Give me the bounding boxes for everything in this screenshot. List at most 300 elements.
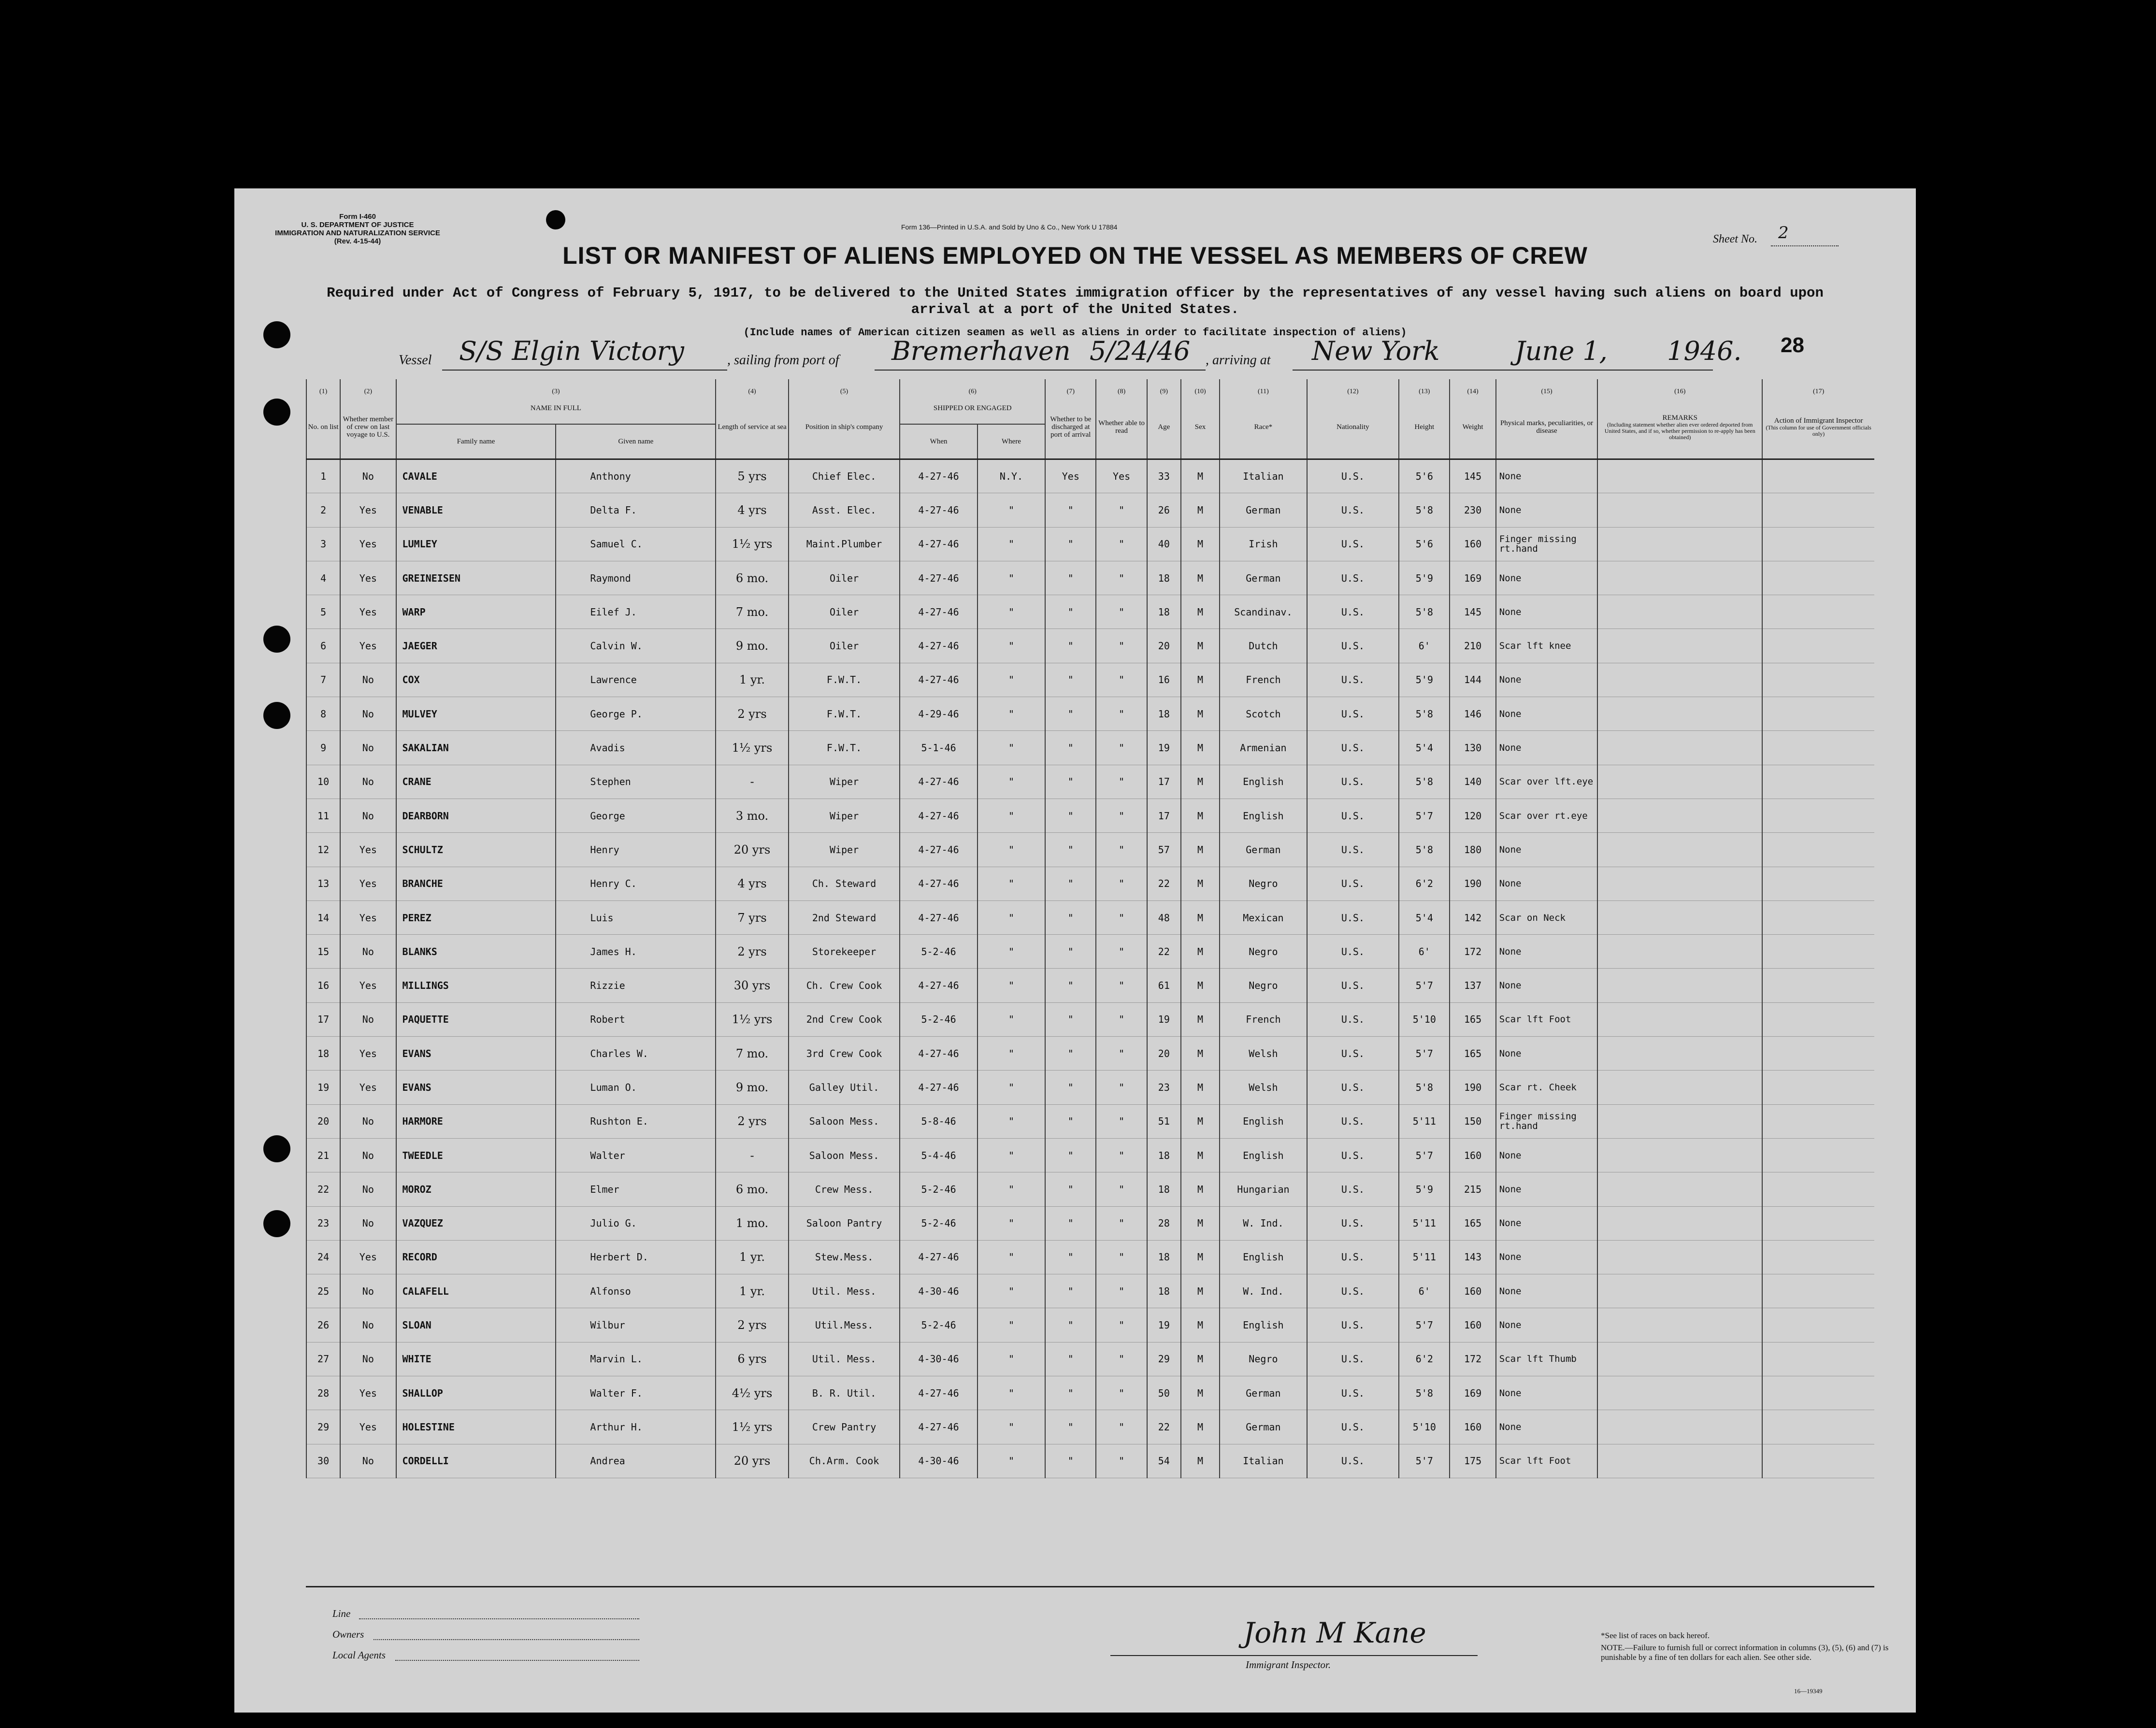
crew-shipped-when: 4-27-46 xyxy=(900,1037,977,1071)
col-header-physical: Physical marks, peculiarities, or disease xyxy=(1496,396,1598,459)
crew-nationality: U.S. xyxy=(1307,1444,1399,1478)
crew-no: 8 xyxy=(306,697,340,731)
crew-last-voyage: No xyxy=(340,1342,396,1376)
crew-action xyxy=(1762,1274,1874,1308)
crew-no: 29 xyxy=(306,1410,340,1444)
crew-shipped-when: 5-2-46 xyxy=(900,1206,977,1240)
crew-last-voyage: No xyxy=(340,1274,396,1308)
crew-race: English xyxy=(1220,1104,1307,1138)
crew-race: Welsh xyxy=(1220,1037,1307,1071)
crew-shipped-where: " xyxy=(977,493,1045,527)
crew-nationality: U.S. xyxy=(1307,1410,1399,1444)
crew-physical-marks: None xyxy=(1496,561,1598,595)
crew-position: Stew.Mess. xyxy=(789,1240,900,1274)
crew-race: French xyxy=(1220,1002,1307,1036)
crew-race: English xyxy=(1220,765,1307,799)
crew-race: Armenian xyxy=(1220,731,1307,765)
crew-given-name: Avadis xyxy=(556,731,716,765)
crew-length-service: 3 mo. xyxy=(716,799,788,832)
form-footer xyxy=(306,1586,1889,1713)
crew-shipped-when: 4-30-46 xyxy=(900,1444,977,1478)
table-row xyxy=(306,1104,1874,1138)
crew-discharged: " xyxy=(1045,1376,1096,1410)
col-number: (1) xyxy=(306,379,340,396)
crew-shipped-where: " xyxy=(977,900,1045,934)
crew-remarks xyxy=(1597,1376,1762,1410)
col-header-when: When xyxy=(900,424,977,459)
col-number: (16) xyxy=(1597,379,1762,396)
crew-shipped-where: " xyxy=(977,935,1045,969)
col-number: (13) xyxy=(1399,379,1450,396)
crew-remarks xyxy=(1597,969,1762,1002)
departure-date: 5/24/46 xyxy=(1090,336,1191,366)
crew-last-voyage: No xyxy=(340,765,396,799)
crew-shipped-when: 4-27-46 xyxy=(900,663,977,697)
crew-nationality: U.S. xyxy=(1307,1172,1399,1206)
crew-action xyxy=(1762,1342,1874,1376)
crew-able-read: " xyxy=(1096,969,1147,1002)
crew-position: Asst. Elec. xyxy=(789,493,900,527)
crew-physical-marks: Finger missing rt.hand xyxy=(1496,1104,1598,1138)
crew-shipped-where: " xyxy=(977,1274,1045,1308)
crew-able-read: " xyxy=(1096,561,1147,595)
crew-sex: M xyxy=(1181,459,1220,493)
crew-sex: M xyxy=(1181,1206,1220,1240)
crew-race: Italian xyxy=(1220,1444,1307,1478)
crew-physical-marks: Scar rt. Cheek xyxy=(1496,1071,1598,1104)
crew-shipped-when: 4-27-46 xyxy=(900,867,977,900)
crew-race: Scotch xyxy=(1220,697,1307,731)
crew-able-read: " xyxy=(1096,867,1147,900)
crew-shipped-when: 4-27-46 xyxy=(900,459,977,493)
action-note: (This column for use of Government officials only) xyxy=(1766,424,1871,437)
crew-height: 5'8 xyxy=(1399,833,1450,867)
crew-nationality: U.S. xyxy=(1307,561,1399,595)
crew-given-name: Rushton E. xyxy=(556,1104,716,1138)
crew-race: German xyxy=(1220,1410,1307,1444)
crew-shipped-where: " xyxy=(977,1138,1045,1172)
crew-shipped-where: " xyxy=(977,1444,1045,1478)
crew-age: 18 xyxy=(1147,595,1181,629)
crew-sex: M xyxy=(1181,833,1220,867)
crew-age: 19 xyxy=(1147,731,1181,765)
crew-age: 33 xyxy=(1147,459,1181,493)
crew-physical-marks: Scar lft Foot xyxy=(1496,1444,1598,1478)
crew-last-voyage: No xyxy=(340,459,396,493)
crew-last-voyage: No xyxy=(340,1308,396,1342)
crew-last-voyage: No xyxy=(340,697,396,731)
crew-remarks xyxy=(1597,1444,1762,1478)
crew-position: Oiler xyxy=(789,629,900,663)
col-header-race: Race* xyxy=(1220,396,1307,459)
table-row xyxy=(306,1206,1874,1240)
crew-no: 3 xyxy=(306,527,340,561)
crew-family-name: PEREZ xyxy=(396,900,556,934)
crew-able-read: " xyxy=(1096,1410,1147,1444)
crew-race: German xyxy=(1220,561,1307,595)
crew-weight: 230 xyxy=(1450,493,1495,527)
crew-shipped-where: " xyxy=(977,1376,1045,1410)
crew-weight: 169 xyxy=(1450,1376,1495,1410)
crew-length-service: 5 yrs xyxy=(716,459,788,493)
crew-position: Ch. Steward xyxy=(789,867,900,900)
crew-sex: M xyxy=(1181,1037,1220,1071)
crew-length-service: 1 yr. xyxy=(716,663,788,697)
crew-height: 5'11 xyxy=(1399,1104,1450,1138)
crew-discharged: " xyxy=(1045,731,1096,765)
crew-height: 6'2 xyxy=(1399,867,1450,900)
line-field xyxy=(359,1618,639,1619)
col-number: (14) xyxy=(1450,379,1495,396)
crew-given-name: Henry C. xyxy=(556,867,716,900)
crew-length-service: 2 yrs xyxy=(716,1308,788,1342)
crew-shipped-when: 4-27-46 xyxy=(900,799,977,832)
punch-hole xyxy=(263,1135,290,1162)
crew-height: 5'4 xyxy=(1399,900,1450,934)
crew-able-read: " xyxy=(1096,697,1147,731)
crew-action xyxy=(1762,1071,1874,1104)
crew-shipped-when: 4-27-46 xyxy=(900,969,977,1002)
crew-last-voyage: Yes xyxy=(340,595,396,629)
crew-discharged: " xyxy=(1045,1071,1096,1104)
crew-action xyxy=(1762,1206,1874,1240)
crew-able-read: " xyxy=(1096,1308,1147,1342)
crew-able-read: " xyxy=(1096,1138,1147,1172)
crew-last-voyage: Yes xyxy=(340,1037,396,1071)
crew-no: 24 xyxy=(306,1240,340,1274)
crew-nationality: U.S. xyxy=(1307,1342,1399,1376)
crew-last-voyage: No xyxy=(340,1444,396,1478)
crew-sex: M xyxy=(1181,867,1220,900)
sailing-label: , sailing from port of xyxy=(727,353,839,368)
crew-remarks xyxy=(1597,765,1762,799)
crew-length-service: 6 mo. xyxy=(716,1172,788,1206)
crew-nationality: U.S. xyxy=(1307,833,1399,867)
crew-action xyxy=(1762,799,1874,832)
crew-last-voyage: Yes xyxy=(340,969,396,1002)
crew-action xyxy=(1762,493,1874,527)
crew-shipped-when: 4-30-46 xyxy=(900,1342,977,1376)
crew-discharged: " xyxy=(1045,1206,1096,1240)
crew-remarks xyxy=(1597,1002,1762,1036)
vessel-name: S/S Elgin Victory xyxy=(459,336,684,366)
crew-position: 3rd Crew Cook xyxy=(789,1037,900,1071)
page-number: 28 xyxy=(1781,333,1804,357)
crew-remarks xyxy=(1597,935,1762,969)
form-instruction: (Include names of American citizen seamen as well as aliens in order to facilitate inspection of aliens) xyxy=(743,327,1407,339)
remarks-note: (Including statement whether alien ever ordered deported from United States, and if so, whether permission to re-apply has been obtained) xyxy=(1604,421,1755,441)
crew-no: 2 xyxy=(306,493,340,527)
crew-action xyxy=(1762,765,1874,799)
crew-able-read: " xyxy=(1096,1376,1147,1410)
crew-family-name: WARP xyxy=(396,595,556,629)
crew-discharged: " xyxy=(1045,527,1096,561)
crew-race: W. Ind. xyxy=(1220,1274,1307,1308)
crew-last-voyage: Yes xyxy=(340,900,396,934)
crew-no: 18 xyxy=(306,1037,340,1071)
crew-family-name: MOROZ xyxy=(396,1172,556,1206)
crew-nationality: U.S. xyxy=(1307,900,1399,934)
crew-sex: M xyxy=(1181,935,1220,969)
crew-given-name: George P. xyxy=(556,697,716,731)
crew-sex: M xyxy=(1181,663,1220,697)
crew-last-voyage: Yes xyxy=(340,527,396,561)
crew-able-read: " xyxy=(1096,935,1147,969)
crew-physical-marks: None xyxy=(1496,969,1598,1002)
crew-able-read: Yes xyxy=(1096,459,1147,493)
crew-able-read: " xyxy=(1096,1037,1147,1071)
crew-sex: M xyxy=(1181,697,1220,731)
crew-height: 5'7 xyxy=(1399,799,1450,832)
crew-no: 11 xyxy=(306,799,340,832)
crew-discharged: " xyxy=(1045,1172,1096,1206)
crew-action xyxy=(1762,969,1874,1002)
crew-shipped-when: 4-27-46 xyxy=(900,833,977,867)
crew-weight: 175 xyxy=(1450,1444,1495,1478)
col-header-discharged: Whether to be discharged at port of arrival xyxy=(1045,396,1096,459)
crew-family-name: TWEEDLE xyxy=(396,1138,556,1172)
crew-able-read: " xyxy=(1096,595,1147,629)
crew-shipped-where: " xyxy=(977,833,1045,867)
crew-able-read: " xyxy=(1096,663,1147,697)
inspector-label: Immigrant Inspector. xyxy=(1246,1659,1331,1671)
table-row xyxy=(306,561,1874,595)
crew-race: English xyxy=(1220,1240,1307,1274)
crew-discharged: " xyxy=(1045,1002,1096,1036)
crew-nationality: U.S. xyxy=(1307,1376,1399,1410)
crew-no: 22 xyxy=(306,1172,340,1206)
crew-given-name: Walter xyxy=(556,1138,716,1172)
table-row xyxy=(306,1138,1874,1172)
crew-nationality: U.S. xyxy=(1307,595,1399,629)
crew-length-service: 9 mo. xyxy=(716,629,788,663)
crew-able-read: " xyxy=(1096,799,1147,832)
crew-position: Ch.Arm. Cook xyxy=(789,1444,900,1478)
crew-length-service: 1½ yrs xyxy=(716,1002,788,1036)
crew-length-service: 30 yrs xyxy=(716,969,788,1002)
crew-sex: M xyxy=(1181,493,1220,527)
crew-family-name: SAKALIAN xyxy=(396,731,556,765)
form-requirement: Required under Act of Congress of February 5, 1917, to be delivered to the United States immigration officer by the representatives of any vessel having such aliens on board upon arrival at a port of the United States. xyxy=(327,285,1824,317)
crew-position: Oiler xyxy=(789,561,900,595)
crew-discharged: " xyxy=(1045,765,1096,799)
table-row xyxy=(306,1410,1874,1444)
crew-given-name: Alfonso xyxy=(556,1274,716,1308)
crew-no: 10 xyxy=(306,765,340,799)
col-number: (11) xyxy=(1220,379,1307,396)
crew-race: Negro xyxy=(1220,935,1307,969)
crew-nationality: U.S. xyxy=(1307,493,1399,527)
crew-given-name: Calvin W. xyxy=(556,629,716,663)
crew-shipped-when: 4-27-46 xyxy=(900,1071,977,1104)
col-header-no: No. on list xyxy=(306,396,340,459)
table-row xyxy=(306,459,1874,493)
crew-shipped-where: " xyxy=(977,1172,1045,1206)
crew-action xyxy=(1762,900,1874,934)
crew-length-service: 20 yrs xyxy=(716,1444,788,1478)
crew-action xyxy=(1762,697,1874,731)
col-header-action xyxy=(1762,396,1874,459)
crew-position: 2nd Steward xyxy=(789,900,900,934)
crew-given-name: Lawrence xyxy=(556,663,716,697)
crew-shipped-where: " xyxy=(977,1071,1045,1104)
crew-physical-marks: None xyxy=(1496,1138,1598,1172)
arrival-year: 1946. xyxy=(1667,336,1742,366)
crew-length-service: 1½ yrs xyxy=(716,731,788,765)
crew-last-voyage: No xyxy=(340,1104,396,1138)
crew-physical-marks: Scar over rt.eye xyxy=(1496,799,1598,832)
crew-length-service: 6 yrs xyxy=(716,1342,788,1376)
crew-position: Saloon Pantry xyxy=(789,1206,900,1240)
punch-hole xyxy=(263,626,290,653)
crew-sex: M xyxy=(1181,527,1220,561)
crew-position: Ch. Crew Cook xyxy=(789,969,900,1002)
crew-given-name: Luman O. xyxy=(556,1071,716,1104)
crew-length-service: 2 yrs xyxy=(716,935,788,969)
crew-race: Hungarian xyxy=(1220,1172,1307,1206)
signature-line xyxy=(1110,1655,1478,1656)
table-row xyxy=(306,1274,1874,1308)
inspector-signature: John M Kane xyxy=(1243,1616,1426,1649)
crew-height: 6' xyxy=(1399,629,1450,663)
table-row xyxy=(306,1037,1874,1071)
crew-nationality: U.S. xyxy=(1307,1104,1399,1138)
crew-given-name: Anthony xyxy=(556,459,716,493)
table-row xyxy=(306,969,1874,1002)
col-header-last-voyage: Whether member of crew on last voyage to U.S. xyxy=(340,396,396,459)
crew-age: 20 xyxy=(1147,1037,1181,1071)
table-row xyxy=(306,697,1874,731)
crew-given-name: Raymond xyxy=(556,561,716,595)
crew-shipped-when: 4-27-46 xyxy=(900,1240,977,1274)
crew-length-service: 20 yrs xyxy=(716,833,788,867)
crew-last-voyage: Yes xyxy=(340,561,396,595)
crew-able-read: " xyxy=(1096,629,1147,663)
crew-given-name: Delta F. xyxy=(556,493,716,527)
crew-family-name: CRANE xyxy=(396,765,556,799)
crew-weight: 143 xyxy=(1450,1240,1495,1274)
crew-height: 6'2 xyxy=(1399,1342,1450,1376)
crew-age: 22 xyxy=(1147,935,1181,969)
crew-height: 5'7 xyxy=(1399,1444,1450,1478)
crew-weight: 146 xyxy=(1450,697,1495,731)
crew-age: 29 xyxy=(1147,1342,1181,1376)
line-label: Line xyxy=(332,1608,351,1619)
crew-age: 28 xyxy=(1147,1206,1181,1240)
crew-sex: M xyxy=(1181,1410,1220,1444)
crew-shipped-when: 5-2-46 xyxy=(900,1002,977,1036)
crew-weight: 210 xyxy=(1450,629,1495,663)
crew-family-name: HARMORE xyxy=(396,1104,556,1138)
crew-sex: M xyxy=(1181,1172,1220,1206)
agency-block xyxy=(268,213,447,245)
punch-hole xyxy=(263,1210,290,1237)
col-header-family: Family name xyxy=(396,424,556,459)
crew-shipped-where: " xyxy=(977,1342,1045,1376)
crew-physical-marks: None xyxy=(1496,1172,1598,1206)
crew-shipped-when: 4-27-46 xyxy=(900,561,977,595)
crew-race: Welsh xyxy=(1220,1071,1307,1104)
crew-family-name: JAEGER xyxy=(396,629,556,663)
arriving-label: , arriving at xyxy=(1206,353,1271,368)
crew-physical-marks: None xyxy=(1496,1037,1598,1071)
crew-weight: 215 xyxy=(1450,1172,1495,1206)
crew-length-service: 9 mo. xyxy=(716,1071,788,1104)
crew-able-read: " xyxy=(1096,1206,1147,1240)
crew-weight: 144 xyxy=(1450,663,1495,697)
crew-race: German xyxy=(1220,833,1307,867)
crew-family-name: SHALLOP xyxy=(396,1376,556,1410)
crew-weight: 165 xyxy=(1450,1002,1495,1036)
crew-discharged: " xyxy=(1045,595,1096,629)
crew-shipped-where: " xyxy=(977,1308,1045,1342)
crew-given-name: Charles W. xyxy=(556,1037,716,1071)
crew-physical-marks: None xyxy=(1496,1308,1598,1342)
crew-age: 18 xyxy=(1147,1240,1181,1274)
table-row xyxy=(306,527,1874,561)
table-row xyxy=(306,765,1874,799)
crew-height: 5'4 xyxy=(1399,731,1450,765)
col-header-nationality: Nationality xyxy=(1307,396,1399,459)
agency-line: (Rev. 4-15-44) xyxy=(334,237,381,245)
crew-last-voyage: Yes xyxy=(340,629,396,663)
punch-hole xyxy=(263,399,290,426)
crew-position: 2nd Crew Cook xyxy=(789,1002,900,1036)
crew-remarks xyxy=(1597,1274,1762,1308)
crew-nationality: U.S. xyxy=(1307,697,1399,731)
crew-height: 5'9 xyxy=(1399,663,1450,697)
crew-given-name: Andrea xyxy=(556,1444,716,1478)
crew-no: 16 xyxy=(306,969,340,1002)
col-number: (12) xyxy=(1307,379,1399,396)
crew-race: German xyxy=(1220,493,1307,527)
crew-nationality: U.S. xyxy=(1307,1138,1399,1172)
crew-weight: 160 xyxy=(1450,1274,1495,1308)
crew-able-read: " xyxy=(1096,493,1147,527)
crew-remarks xyxy=(1597,731,1762,765)
crew-shipped-when: 5-8-46 xyxy=(900,1104,977,1138)
crew-length-service: 2 yrs xyxy=(716,697,788,731)
crew-height: 5'7 xyxy=(1399,1037,1450,1071)
crew-remarks xyxy=(1597,1138,1762,1172)
crew-discharged: " xyxy=(1045,867,1096,900)
crew-family-name: VENABLE xyxy=(396,493,556,527)
crew-sex: M xyxy=(1181,1071,1220,1104)
crew-position: F.W.T. xyxy=(789,663,900,697)
col-number: (10) xyxy=(1181,379,1220,396)
crew-rows xyxy=(306,459,1874,1478)
crew-weight: 160 xyxy=(1450,527,1495,561)
crew-no: 25 xyxy=(306,1274,340,1308)
crew-physical-marks: Scar over lft.eye xyxy=(1496,765,1598,799)
crew-weight: 180 xyxy=(1450,833,1495,867)
crew-remarks xyxy=(1597,629,1762,663)
crew-action xyxy=(1762,1138,1874,1172)
crew-discharged: " xyxy=(1045,1342,1096,1376)
crew-action xyxy=(1762,1240,1874,1274)
crew-height: 5'8 xyxy=(1399,595,1450,629)
crew-last-voyage: Yes xyxy=(340,1071,396,1104)
crew-height: 5'10 xyxy=(1399,1002,1450,1036)
crew-weight: 145 xyxy=(1450,595,1495,629)
crew-remarks xyxy=(1597,1104,1762,1138)
crew-shipped-where: " xyxy=(977,969,1045,1002)
crew-weight: 165 xyxy=(1450,1206,1495,1240)
crew-nationality: U.S. xyxy=(1307,1037,1399,1071)
crew-height: 5'11 xyxy=(1399,1206,1450,1240)
crew-shipped-when: 5-2-46 xyxy=(900,1308,977,1342)
crew-discharged: Yes xyxy=(1045,459,1096,493)
